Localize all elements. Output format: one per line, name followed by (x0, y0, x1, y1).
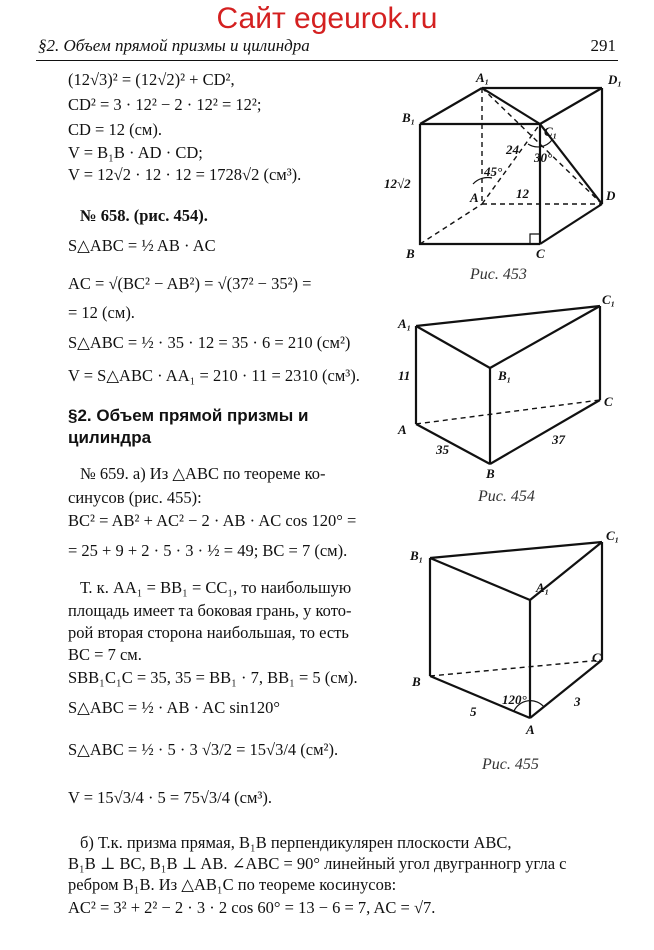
section-heading: §2. Объем прямой призмы и (68, 406, 309, 425)
label-B: B (412, 674, 421, 689)
label-B1: B₁ (498, 368, 512, 383)
text-line: V = S△ABC · AA₁ = 210 · 11 = 2310 (см³). (68, 366, 360, 385)
label-B: B (406, 246, 415, 261)
text-line: V = B₁B · AD · CD; (68, 143, 203, 162)
label-C: C (604, 394, 613, 409)
text-line: V = 12√2 · 12 · 12 = 1728√2 (см³). (68, 165, 302, 184)
text-line: площадь имеет та боковая грань, у кото- (68, 601, 352, 620)
text-line: BC² = AB² + AC² − 2 · AB · AC cos 120° = (68, 511, 357, 530)
text-line: б) Т.к. призма прямая, B₁B перпендикулярен плоскости ABC, (80, 833, 512, 852)
text-line: B₁B ⊥ BC, B₁B ⊥ AB. ∠ABC = 90° линейный угол двугранногр угла с (68, 854, 567, 873)
problem-659-heading: № 659. а) Из △ABC по теореме ко- (80, 464, 326, 483)
label-A: A (526, 722, 535, 737)
label-ab: 35 (436, 442, 449, 457)
label-A1: A₁ (398, 316, 412, 331)
label-angle: 120° (502, 692, 527, 707)
label-A: A (398, 422, 407, 437)
label-B1: B₁ (410, 548, 424, 563)
label-A: A (470, 190, 479, 205)
label-C: C (592, 650, 601, 665)
text-line: BC = 7 см. (68, 645, 142, 664)
label-bottom: 12 (516, 186, 529, 201)
figure-454 (380, 288, 630, 483)
text-line: S△ABC = ½ · 35 · 12 = 35 · 6 = 210 (см²) (68, 333, 351, 352)
caption-453: Рис. 453 (470, 266, 527, 283)
label-A1: A₁ (536, 580, 550, 595)
text-line: S△ABC = ½ · AB · AC sin120° (68, 698, 280, 717)
text-line: ребром B₁B. Из △AB₁C по теореме косинусов: (68, 875, 397, 894)
caption-454: Рис. 454 (478, 488, 535, 505)
label-D1: D₁ (608, 72, 622, 87)
running-header: §2. Объем прямой призмы и цилиндра (38, 36, 310, 55)
text-line: CD² = 3 · 12² − 2 · 12² = 12²; (68, 95, 262, 114)
text-line: синусов (рис. 455): (68, 488, 202, 507)
label-diag: 24 (506, 142, 519, 157)
label-D: D (606, 188, 616, 203)
header-rule (36, 60, 618, 61)
caption-455: Рис. 455 (482, 756, 539, 773)
text-line: V = 15√3/4 · 5 = 75√3/4 (см³). (68, 788, 272, 807)
label-angle-30: 30° (534, 150, 553, 165)
label-ac: 3 (574, 694, 581, 709)
label-angle-45: 45° (484, 164, 503, 179)
text-line: Т. к. AA₁ = BB₁ = CC₁, то наибольшую (80, 578, 352, 597)
figure-455 (380, 520, 630, 740)
label-B: B (486, 466, 495, 481)
label-C: C (536, 246, 545, 261)
text-line: AC = √(BC² − AB²) = √(37² − 35²) = (68, 274, 312, 293)
label-C1: C₁ (544, 124, 558, 139)
label-height: 11 (398, 368, 411, 383)
section-heading: цилиндра (68, 428, 152, 447)
site-title: Сайт egeurok.ru (216, 2, 438, 35)
text-line: CD = 12 (см). (68, 120, 162, 139)
label-bc: 37 (552, 432, 565, 447)
label-A1: A₁ (476, 70, 490, 85)
text-line: = 12 (см). (68, 303, 135, 322)
text-line: = 25 + 9 + 2 · 5 · 3 · ½ = 49; BC = 7 (см). (68, 541, 348, 560)
figure-453 (380, 66, 630, 266)
text-line: рой вторая сторона наибольшая, то есть (68, 623, 349, 642)
label-ab: 5 (470, 704, 477, 719)
text-line: SBB₁C₁C = 35, 35 = BB₁ · 7, BB₁ = 5 (см). (68, 668, 358, 687)
text-line: AC² = 3² + 2² − 2 · 3 · 2 cos 60° = 13 − 6 = 7, AC = √7. (68, 898, 436, 917)
text-line: S△ABC = ½ · 5 · 3 √3/2 = 15√3/4 (см²). (68, 740, 339, 759)
label-C1: C₁ (602, 292, 616, 307)
text-line: (12√3)² = (12√2)² + CD², (68, 70, 235, 89)
label-edge: 12√2 (384, 176, 411, 191)
text-line: S△ABC = ½ AB · AC (68, 236, 216, 255)
problem-658-heading: № 658. (рис. 454). (80, 206, 208, 225)
label-B1: B₁ (402, 110, 416, 125)
label-C1: C₁ (606, 528, 620, 543)
page-number: 291 (590, 36, 616, 55)
